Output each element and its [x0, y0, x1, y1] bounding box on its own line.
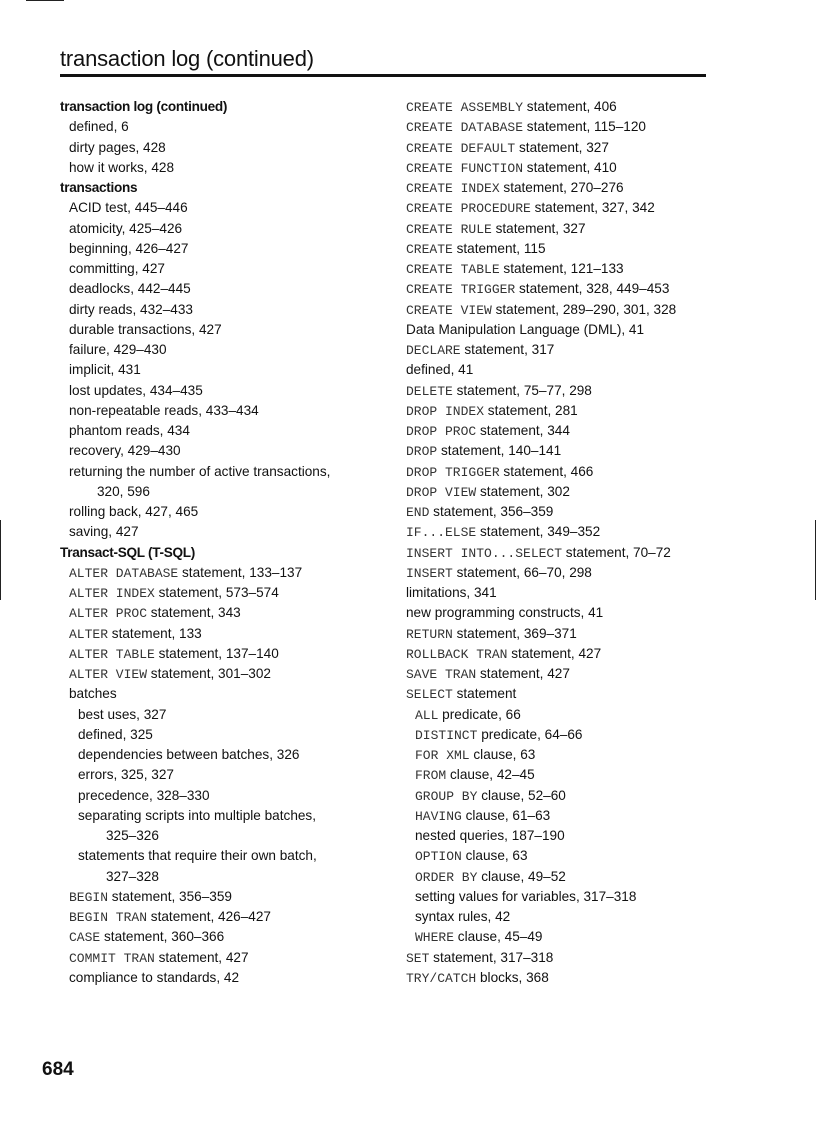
- entry-text: statement, 356–359: [429, 504, 554, 519]
- index-entry: [406, 725, 736, 745]
- entry-text: predicate, 66: [438, 706, 521, 722]
- index-entry: [60, 786, 390, 806]
- code-term: GROUP BY: [415, 788, 478, 804]
- entry-text: statement, 427: [507, 645, 602, 661]
- index-entry: [60, 522, 390, 542]
- entry-text: dependencies between batches, 326: [78, 747, 300, 762]
- index-heading: [60, 178, 390, 198]
- code-term: TRY/CATCH: [406, 970, 477, 986]
- code-term: FOR XML: [415, 748, 470, 763]
- entry-text: best uses, 327: [78, 706, 167, 722]
- running-head-rule: [60, 74, 706, 77]
- entry-text: ACID test, 445–446: [69, 200, 188, 216]
- index-entry: [406, 603, 736, 623]
- entry-text: statement, 133–137: [178, 564, 303, 580]
- index-entry: [60, 158, 390, 178]
- index-entry: [60, 664, 390, 684]
- entry-text: rolling back, 427, 465: [69, 504, 199, 519]
- index-entry: [406, 644, 736, 664]
- entry-text: statement, 281: [484, 402, 578, 418]
- index-entry: [60, 482, 390, 502]
- index-entry: [406, 340, 736, 360]
- index-entry: [60, 219, 390, 239]
- code-term: CREATE TABLE: [406, 262, 500, 277]
- entry-text: statement, 317: [460, 342, 555, 357]
- index-entry: [406, 117, 736, 137]
- entry-text: statement, 328, 449–453: [515, 281, 670, 297]
- index-entry: [406, 138, 736, 158]
- entry-text: statement, 410: [523, 159, 617, 175]
- entry-text: statement, 121–133: [499, 261, 624, 276]
- running-head: transaction log (continued): [60, 46, 314, 71]
- index-entry: [60, 705, 390, 725]
- code-term: DROP: [406, 444, 438, 460]
- entry-text: 327–328: [106, 868, 159, 884]
- index-entry: [60, 502, 390, 522]
- code-term: DROP INDEX: [406, 403, 485, 419]
- code-term: SET: [406, 950, 430, 966]
- index-entry: [60, 563, 390, 583]
- index-entry: [406, 745, 736, 765]
- entry-text: statement, 270–276: [499, 180, 624, 195]
- code-term: SAVE TRAN: [406, 667, 477, 682]
- index-entry: [406, 482, 736, 502]
- entry-text: predicate, 64–66: [477, 726, 583, 742]
- entry-text: phantom reads, 434: [69, 423, 190, 438]
- code-term: IF...ELSE: [406, 525, 477, 541]
- entry-text: statement, 360–366: [100, 929, 225, 945]
- index-entry: [406, 462, 736, 482]
- index-entry: [60, 239, 390, 259]
- entry-text: deadlocks, 442–445: [69, 281, 191, 297]
- code-term: DROP PROC: [406, 424, 477, 439]
- index-column-right: [406, 97, 736, 988]
- entry-text: 325–326: [106, 828, 159, 843]
- code-term: DROP VIEW: [406, 484, 477, 500]
- entry-text: failure, 429–430: [69, 342, 167, 357]
- code-term: END: [406, 505, 430, 520]
- entry-text: setting values for variables, 317–318: [415, 888, 637, 904]
- index-entry: [406, 401, 736, 421]
- entry-text: statement, 466: [499, 463, 594, 479]
- index-entry: [406, 624, 736, 644]
- entry-text: transaction log (continued): [60, 99, 228, 114]
- index-entry: [406, 786, 736, 806]
- entry-text: new programming constructs, 41: [406, 605, 604, 621]
- entry-text: Transact-SQL (T-SQL): [60, 544, 195, 560]
- index-entry: [406, 97, 736, 117]
- code-term: DROP TRIGGER: [406, 464, 500, 480]
- code-term: CREATE PROCEDURE: [406, 201, 531, 217]
- entry-text: statement, 327: [491, 220, 586, 236]
- entry-text: statement, 327: [515, 139, 609, 155]
- code-term: CREATE FUNCTION: [406, 160, 524, 176]
- index-entry: [406, 887, 736, 907]
- index-entry: [406, 806, 736, 826]
- index-entry: [406, 765, 736, 785]
- index-entry: [60, 968, 390, 988]
- entry-text: clause, 45–49: [454, 929, 543, 945]
- entry-text: statement, 70–72: [562, 544, 671, 560]
- index-entry: [60, 279, 390, 299]
- index-entry: [406, 158, 736, 178]
- index-entry: [406, 968, 736, 988]
- code-term: CASE: [69, 930, 101, 946]
- entry-text: statement, 302: [476, 483, 570, 499]
- index-entry: [406, 705, 736, 725]
- index-entry: [406, 543, 736, 563]
- index-entry: [60, 381, 390, 401]
- index-entry: [60, 725, 390, 745]
- entry-text: clause, 42–45: [446, 767, 535, 783]
- entry-text: statement, 115–120: [523, 119, 646, 135]
- entry-text: defined, 325: [78, 726, 153, 742]
- index-entry: [406, 178, 736, 198]
- crop-mark-top: [26, 0, 64, 1]
- code-term: ALTER VIEW: [69, 667, 148, 682]
- entry-text: statement, 75–77, 298: [452, 382, 592, 398]
- index-entry: [60, 360, 390, 380]
- entry-text: dirty pages, 428: [69, 139, 166, 155]
- entry-text: defined, 6: [69, 119, 129, 135]
- entry-text: statement, 369–371: [452, 625, 577, 641]
- entry-text: returning the number of active transactions,: [69, 463, 331, 479]
- entry-text: clause, 61–63: [461, 807, 551, 823]
- entry-text: statement, 133: [108, 625, 202, 641]
- index-entry: [406, 664, 736, 684]
- code-term: DISTINCT: [415, 727, 478, 743]
- code-term: COMMIT TRAN: [69, 950, 155, 966]
- index-entry: [60, 603, 390, 623]
- entry-text: statements that require their own batch,: [78, 848, 317, 864]
- index-entry: [406, 219, 736, 239]
- code-term: ALTER DATABASE: [69, 565, 179, 581]
- code-term: DELETE: [406, 383, 453, 399]
- entry-text: errors, 325, 327: [78, 767, 174, 783]
- entry-text: defined, 41: [406, 362, 474, 378]
- entry-text: beginning, 426–427: [69, 240, 189, 256]
- index-entry: [60, 887, 390, 907]
- index-entry: [60, 745, 390, 765]
- code-term: BEGIN: [69, 889, 109, 905]
- entry-text: saving, 427: [69, 524, 139, 540]
- entry-text: transactions: [60, 180, 138, 195]
- entry-text: dirty reads, 432–433: [69, 301, 193, 317]
- index-entry: [60, 401, 390, 421]
- code-term: BEGIN TRAN: [69, 910, 148, 925]
- index-entry: [406, 907, 736, 927]
- entry-text: precedence, 328–330: [78, 787, 210, 803]
- entry-text: clause, 63: [461, 848, 528, 864]
- index-entry: [406, 502, 736, 522]
- code-term: ROLLBACK TRAN: [406, 646, 508, 662]
- entry-text: statement, 66–70, 298: [452, 564, 592, 580]
- entry-text: statement, 426–427: [147, 909, 271, 924]
- entry-text: statement, 140–141: [437, 443, 562, 459]
- code-term: HAVING: [415, 808, 462, 824]
- index-entry: [60, 765, 390, 785]
- index-entry: [60, 198, 390, 218]
- entry-text: statement, 317–318: [429, 949, 554, 965]
- index-entry: [60, 421, 390, 441]
- entry-text: committing, 427: [69, 261, 165, 276]
- code-term: ALL: [415, 707, 439, 723]
- entry-text: Data Manipulation Language (DML), 41: [406, 321, 645, 337]
- code-term: INSERT: [406, 565, 453, 581]
- crop-mark-left: [0, 520, 1, 600]
- entry-text: atomicity, 425–426: [69, 220, 183, 236]
- entry-text: statement, 289–290, 301, 328: [491, 301, 677, 317]
- code-term: ALTER INDEX: [69, 586, 155, 601]
- index-entry: [406, 927, 736, 947]
- index-heading: [60, 543, 390, 563]
- code-term: ALTER: [69, 626, 109, 642]
- entry-text: statement, 115: [452, 240, 546, 256]
- index-entry: [60, 644, 390, 664]
- entry-text: clause, 63: [469, 747, 536, 762]
- entry-text: statement, 427: [154, 949, 249, 965]
- entry-text: non-repeatable reads, 433–434: [69, 402, 259, 418]
- page-number: 684: [42, 1059, 74, 1080]
- entry-text: statement: [452, 686, 517, 702]
- code-term: CREATE DEFAULT: [406, 140, 516, 156]
- code-term: SELECT: [406, 687, 453, 703]
- code-term: CREATE ASSEMBLY: [406, 100, 524, 115]
- index-entry: [406, 198, 736, 218]
- index-entry: [406, 259, 736, 279]
- entry-text: statement, 301–302: [147, 666, 271, 681]
- index-entry: [60, 462, 390, 482]
- index-entry: [60, 806, 390, 826]
- entry-text: statement, 356–359: [108, 888, 232, 904]
- code-term: CREATE RULE: [406, 221, 492, 237]
- index-entry: [60, 300, 390, 320]
- entry-text: recovery, 429–430: [69, 443, 181, 459]
- index-entry: [406, 381, 736, 401]
- entry-text: statement, 406: [523, 99, 617, 114]
- index-entry: [60, 867, 390, 887]
- code-term: CREATE VIEW: [406, 302, 492, 318]
- index-entry: [60, 138, 390, 158]
- entry-text: durable transactions, 427: [69, 321, 222, 337]
- index-entry: [406, 239, 736, 259]
- index-heading: [60, 97, 390, 117]
- index-entry: [406, 826, 736, 846]
- index-entry: [406, 563, 736, 583]
- entry-text: how it works, 428: [69, 159, 175, 175]
- code-term: CREATE INDEX: [406, 181, 500, 196]
- index-entry: [406, 522, 736, 542]
- entry-text: statement, 344: [476, 423, 570, 438]
- code-term: RETURN: [406, 626, 453, 642]
- index-entry: [60, 826, 390, 846]
- index-entry: [406, 684, 736, 704]
- entry-text: clause, 49–52: [477, 868, 566, 884]
- code-term: ORDER BY: [415, 869, 478, 885]
- index-entry: [60, 441, 390, 461]
- index-entry: [406, 846, 736, 866]
- index-entry: [406, 441, 736, 461]
- index-entry: [406, 300, 736, 320]
- index-entry: [406, 583, 736, 603]
- code-term: FROM: [415, 768, 447, 784]
- index-entry: [60, 948, 390, 968]
- index-entry: [60, 907, 390, 927]
- code-term: INSERT INTO...SELECT: [406, 545, 563, 561]
- code-term: CREATE DATABASE: [406, 120, 524, 136]
- index-entry: [60, 583, 390, 603]
- entry-text: clause, 52–60: [477, 787, 566, 803]
- entry-text: statement, 343: [147, 605, 241, 621]
- index-entry: [406, 360, 736, 380]
- entry-text: nested queries, 187–190: [415, 828, 565, 843]
- index-entry: [60, 927, 390, 947]
- entry-text: statement, 349–352: [476, 524, 601, 540]
- index-entry: [60, 259, 390, 279]
- code-term: ALTER PROC: [69, 606, 148, 622]
- entry-text: lost updates, 434–435: [69, 382, 203, 398]
- code-term: OPTION: [415, 849, 462, 865]
- index-column-left: [60, 97, 390, 988]
- entry-text: statement, 573–574: [154, 585, 279, 600]
- code-term: WHERE: [415, 930, 455, 946]
- index-entry: [60, 117, 390, 137]
- entry-text: 320, 596: [97, 483, 150, 499]
- entry-text: implicit, 431: [69, 362, 141, 378]
- entry-text: statement, 327, 342: [530, 200, 655, 216]
- entry-text: statement, 427: [476, 666, 570, 681]
- index-entry: [60, 684, 390, 704]
- code-term: ALTER TABLE: [69, 646, 155, 662]
- index-entry: [406, 421, 736, 441]
- entry-text: compliance to standards, 42: [69, 969, 240, 985]
- index-entry: [60, 320, 390, 340]
- code-term: DECLARE: [406, 343, 461, 358]
- code-term: CREATE TRIGGER: [406, 282, 516, 298]
- entry-text: separating scripts into multiple batches,: [78, 807, 317, 823]
- entry-text: batches: [69, 686, 117, 702]
- index-entry: [60, 340, 390, 360]
- index-entry: [406, 279, 736, 299]
- entry-text: limitations, 341: [406, 585, 497, 600]
- index-entry: [406, 867, 736, 887]
- entry-text: statement, 137–140: [154, 645, 279, 661]
- index-entry: [406, 948, 736, 968]
- entry-text: syntax rules, 42: [415, 909, 511, 924]
- index-entry: [60, 846, 390, 866]
- code-term: CREATE: [406, 241, 453, 257]
- index-entry: [60, 624, 390, 644]
- index-entry: [406, 320, 736, 340]
- entry-text: blocks, 368: [476, 969, 549, 985]
